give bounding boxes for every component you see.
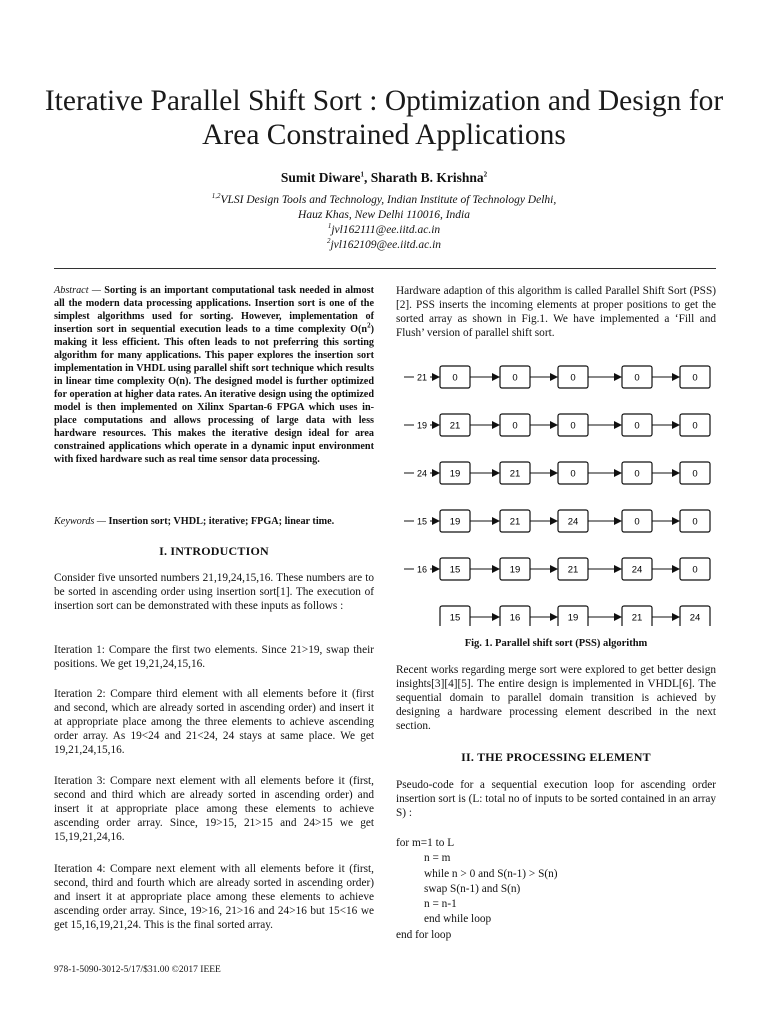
author-line [0, 170, 768, 186]
register-value: 0 [634, 372, 640, 384]
author-separator: , [363, 170, 371, 185]
register-value: 16 [509, 612, 521, 624]
figure-caption: Fig. 1. Parallel shift sort (PSS) algorithm [464, 638, 648, 649]
pss-row [404, 414, 710, 436]
abstract-label: Abstract — [54, 285, 101, 296]
register-value: 19 [449, 516, 461, 528]
register-value: 0 [692, 468, 698, 480]
register-value: 21 [509, 516, 521, 528]
code-line: end for loop [396, 928, 452, 941]
abstract [54, 284, 374, 466]
email-2-line [0, 238, 768, 253]
pseudocode-intro: Pseudo-code for a sequential execution loop for ascending order insertion sort is (L: total no of inputs to be sorted contained in an array S) : [396, 779, 716, 820]
code-line: swap S(n-1) and S(n) [424, 882, 521, 895]
intro-paragraph-4: Iteration 3: Compare next element with all elements before it (first, second and third which are already sorted in ascending order) and insert it at appropriate place among these elements to achieve ascending order array. Since, 19>15, 21>15 and 24>15 we get 15,19,21,24,16. [54, 775, 374, 844]
register-value: 0 [570, 420, 576, 432]
email-2-sup: 2 [326, 237, 331, 246]
register-value: 0 [634, 468, 640, 480]
code-line: while n > 0 and S(n-1) > S(n) [424, 867, 558, 880]
pseudocode-block [396, 836, 716, 943]
merge-sort-paragraph: Recent works regarding merge sort were explored to get better design insights[3][4][5]. The entire design is implemented in VHDL[6]. The sequential domain to parallel domain transition is achieved by designing a hardware processing element described in the next section. [396, 664, 716, 733]
register-value: 21 [567, 564, 579, 576]
copyright-footer: 978-1-5090-3012-5/17/$31.00 ©2017 IEEE [54, 965, 221, 975]
abstract-text-2: ) making it less efficient. This often leads to not preferring this sorting algorithm for many applications. This paper explores the insertion sort implementation in VHDL using parallel shift sort technique which results in linear time complexity O(n). The designed model is further optimized for operation at higher data rates. An iterative design using the optimized model is then implemented on Xilinx Spartan-6 FPGA which uses in-place computations and allows processing of large data with less hardware resources. This makes the iterative design ideal for area constrained applications which operate in a dynamic input environment with fixed hardware such as real time sensor data processing. [54, 324, 374, 465]
abstract-sup: 2 [367, 321, 371, 330]
input-value: 24 [416, 468, 428, 479]
affiliation-line-2: Hauz Khas, New Delhi 110016, India [298, 209, 470, 221]
input-value: 21 [416, 372, 428, 383]
affiliation-sup: 1,2 [211, 192, 221, 201]
register-value: 0 [692, 516, 698, 528]
email-1: jvl162111@ee.iitd.ac.in [331, 224, 441, 236]
register-value: 19 [509, 564, 521, 576]
pss-row [404, 510, 710, 532]
register-value: 0 [570, 372, 576, 384]
register-value: 21 [509, 468, 521, 480]
pss-row [404, 462, 710, 484]
register-value: 21 [449, 420, 461, 432]
intro-paragraph-2: Iteration 1: Compare the first two elements. Since 21>19, swap their positions. We get 19,21,24,15,16. [54, 644, 374, 671]
header-divider [54, 268, 716, 269]
register-value: 15 [449, 564, 461, 576]
affiliation [0, 193, 768, 253]
register-value: 0 [570, 468, 576, 480]
input-value: 16 [416, 564, 428, 575]
register-value: 0 [692, 564, 698, 576]
register-value: 0 [692, 372, 698, 384]
input-value: 15 [416, 516, 428, 527]
keywords-label: Keywords — [54, 516, 106, 527]
email-2: jvl162109@ee.iitd.ac.in [330, 239, 442, 251]
paper-title: Iterative Parallel Shift Sort : Optimization and Design for Area Constrained Applications [44, 85, 724, 151]
author-2: Sharath B. Krishna [370, 170, 484, 185]
keywords-text: Insertion sort; VHDL; iterative; FPGA; linear time. [105, 516, 335, 527]
author-2-sup: 2 [483, 170, 488, 179]
input-value: 19 [416, 420, 428, 431]
register-value: 15 [449, 612, 461, 624]
code-line: n = m [424, 852, 451, 865]
pss-intro-paragraph: Hardware adaption of this algorithm is called Parallel Shift Sort (PSS)[2]. PSS inserts the incoming elements at proper positions to get the sorted array as shown in Fig.1. We have implemented a ‘Fill and Flush’ version of parallel shift sort. [396, 285, 716, 340]
author-1-sup: 1 [360, 170, 364, 179]
author-1: Sumit Diware [280, 170, 361, 185]
keywords [54, 515, 374, 529]
intro-paragraph-5: Iteration 4: Compare next element with all elements before it (first, second, third and fourth which are already sorted in ascending order) and insert it at appropriate place among these elements to achieve ascending order array. Since, 19>16, 21>16 and 24>16 but 15<16 we get 15,16,19,21,24. This is the final sorted array. [54, 863, 374, 932]
pss-row [440, 606, 710, 626]
register-value: 19 [449, 468, 461, 480]
register-value: 0 [452, 372, 458, 384]
abstract-text-1: Sorting is an important computational task needed in almost all the modern data processing applications. Insertion sort is one of the simplest algorithms used for sorting. However, implementation of insertion sort in sequential execution leads to a time complexity O(n [54, 285, 374, 335]
affiliation-line-1 [0, 193, 768, 208]
email-1-sup: 1 [327, 222, 332, 231]
register-value: 24 [567, 516, 579, 528]
register-value: 0 [512, 420, 518, 432]
pss-figure [400, 360, 716, 626]
pss-row [404, 366, 710, 388]
register-value: 24 [631, 564, 643, 576]
register-value: 0 [634, 516, 640, 528]
register-value: 0 [634, 420, 640, 432]
section-1-heading: I. INTRODUCTION [159, 544, 269, 558]
register-value: 0 [692, 420, 698, 432]
code-line: n = n-1 [424, 898, 457, 911]
intro-paragraph-3: Iteration 2: Compare third element with all elements before it (first and second, which are already sorted in ascending order) and insert it at appropriate place among the three elements to achieve ascending order array. As 19<24 and 21<24, 24 stays at same place. We get 19,21,24,15,16. [54, 688, 374, 757]
register-value: 24 [689, 612, 701, 624]
section-2-heading: II. THE PROCESSING ELEMENT [461, 750, 651, 764]
email-1-line [0, 223, 768, 238]
pss-row [404, 558, 710, 580]
code-line: for m=1 to L [396, 837, 455, 849]
register-value: 21 [631, 612, 643, 624]
register-value: 19 [567, 612, 579, 624]
code-line: end while loop [424, 913, 492, 926]
affiliation-text-1: VLSI Design Tools and Technology, Indian Institute of Technology Delhi, [220, 194, 557, 206]
register-value: 0 [512, 372, 518, 384]
intro-paragraph-1: Consider five unsorted numbers 21,19,24,15,16. These numbers are to be sorted in ascending order using insertion sort[1]. The execution of insertion sort can be demonstrated with these inputs as follows : [54, 572, 374, 613]
